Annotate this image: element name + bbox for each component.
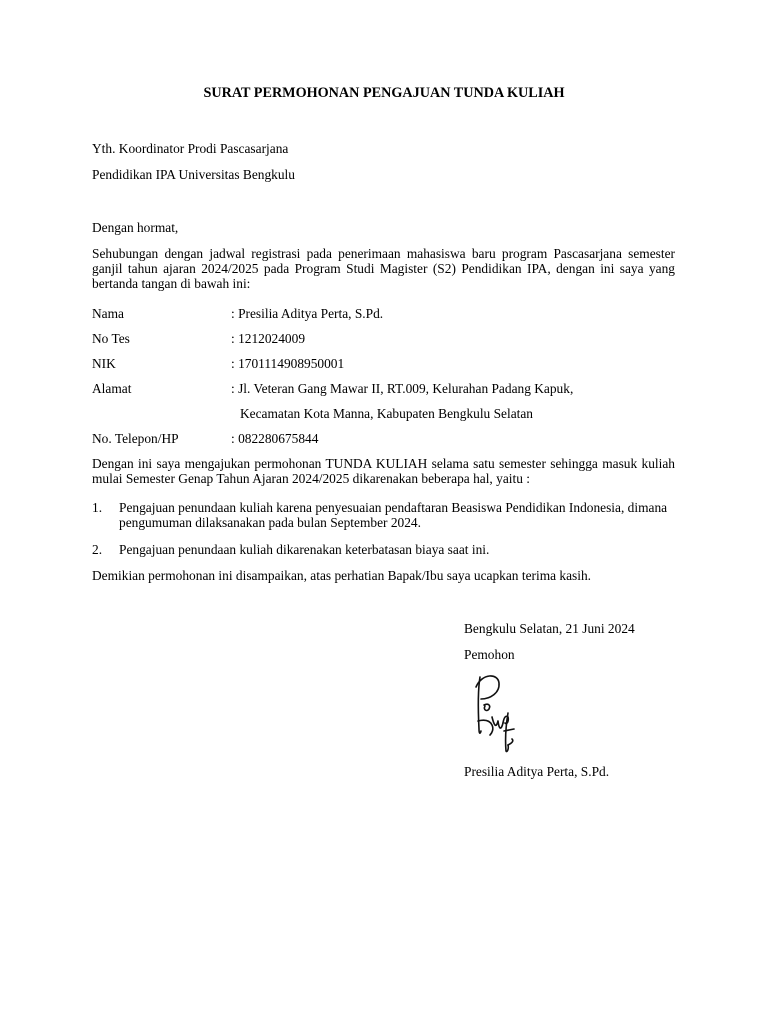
field-label-nik: NIK [92, 356, 116, 371]
place-date: Bengkulu Selatan, 21 Juni 2024 [464, 621, 635, 636]
reason-text-1: Pengajuan penundaan kuliah karena penyesuaian pendaftaran Beasiswa Pendidikan Indonesia, dimana pengumuman dilaksanakan pada bulan September 2024. [119, 500, 668, 530]
field-value-nama: : Presilia Aditya Perta, S.Pd. [231, 306, 384, 321]
field-value-alamat-continued: Kecamatan Kota Manna, Kabupaten Bengkulu Selatan [240, 406, 534, 421]
salutation: Dengan hormat, [92, 220, 179, 235]
field-value-telepon: : 082280675844 [231, 431, 319, 446]
signer-role: Pemohon [464, 647, 515, 662]
request-paragraph: Dengan ini saya mengajukan permohonan TUNDA KULIAH selama satu semester sehingga masuk kuliah mulai Semester Genap Tahun Ajaran 2024/2025 dikarenakan beberapa hal, yaitu : [92, 456, 675, 486]
recipient-line-2: Pendidikan IPA Universitas Bengkulu [92, 167, 295, 182]
recipient-line-1: Yth. Koordinator Prodi Pascasarjana [92, 141, 289, 156]
field-label-telepon: No. Telepon/HP [92, 431, 179, 446]
reason-text-2: Pengajuan penundaan kuliah dikarenakan keterbatasan biaya saat ini. [119, 542, 490, 557]
field-value-nik: : 1701114908950001 [231, 356, 345, 371]
field-value-alamat: : Jl. Veteran Gang Mawar II, RT.009, Kelurahan Padang Kapuk, [231, 381, 574, 396]
handwritten-signature [468, 669, 524, 755]
field-label-no-tes: No Tes [92, 331, 130, 346]
field-value-no-tes: : 1212024009 [231, 331, 306, 346]
field-label-alamat: Alamat [92, 381, 132, 396]
intro-paragraph: Sehubungan dengan jadwal registrasi pada penerimaan mahasiswa baru program Pascasarjana semester ganjil tahun ajaran 2024/2025 pada Program Studi Magister (S2) Pendidikan IPA, dengan ini saya yang bertanda tangan di bawah ini: [92, 246, 675, 291]
closing-paragraph: Demikian permohonan ini disampaikan, atas perhatian Bapak/Ibu saya ucapkan terima kasih. [92, 568, 592, 583]
reason-number-2: 2. [92, 542, 103, 557]
reason-number-1: 1. [92, 500, 103, 515]
signer-name: Presilia Aditya Perta, S.Pd. [464, 764, 610, 779]
field-label-nama: Nama [92, 306, 124, 321]
letter-title: SURAT PERMOHONAN PENGAJUAN TUNDA KULIAH [203, 85, 565, 101]
